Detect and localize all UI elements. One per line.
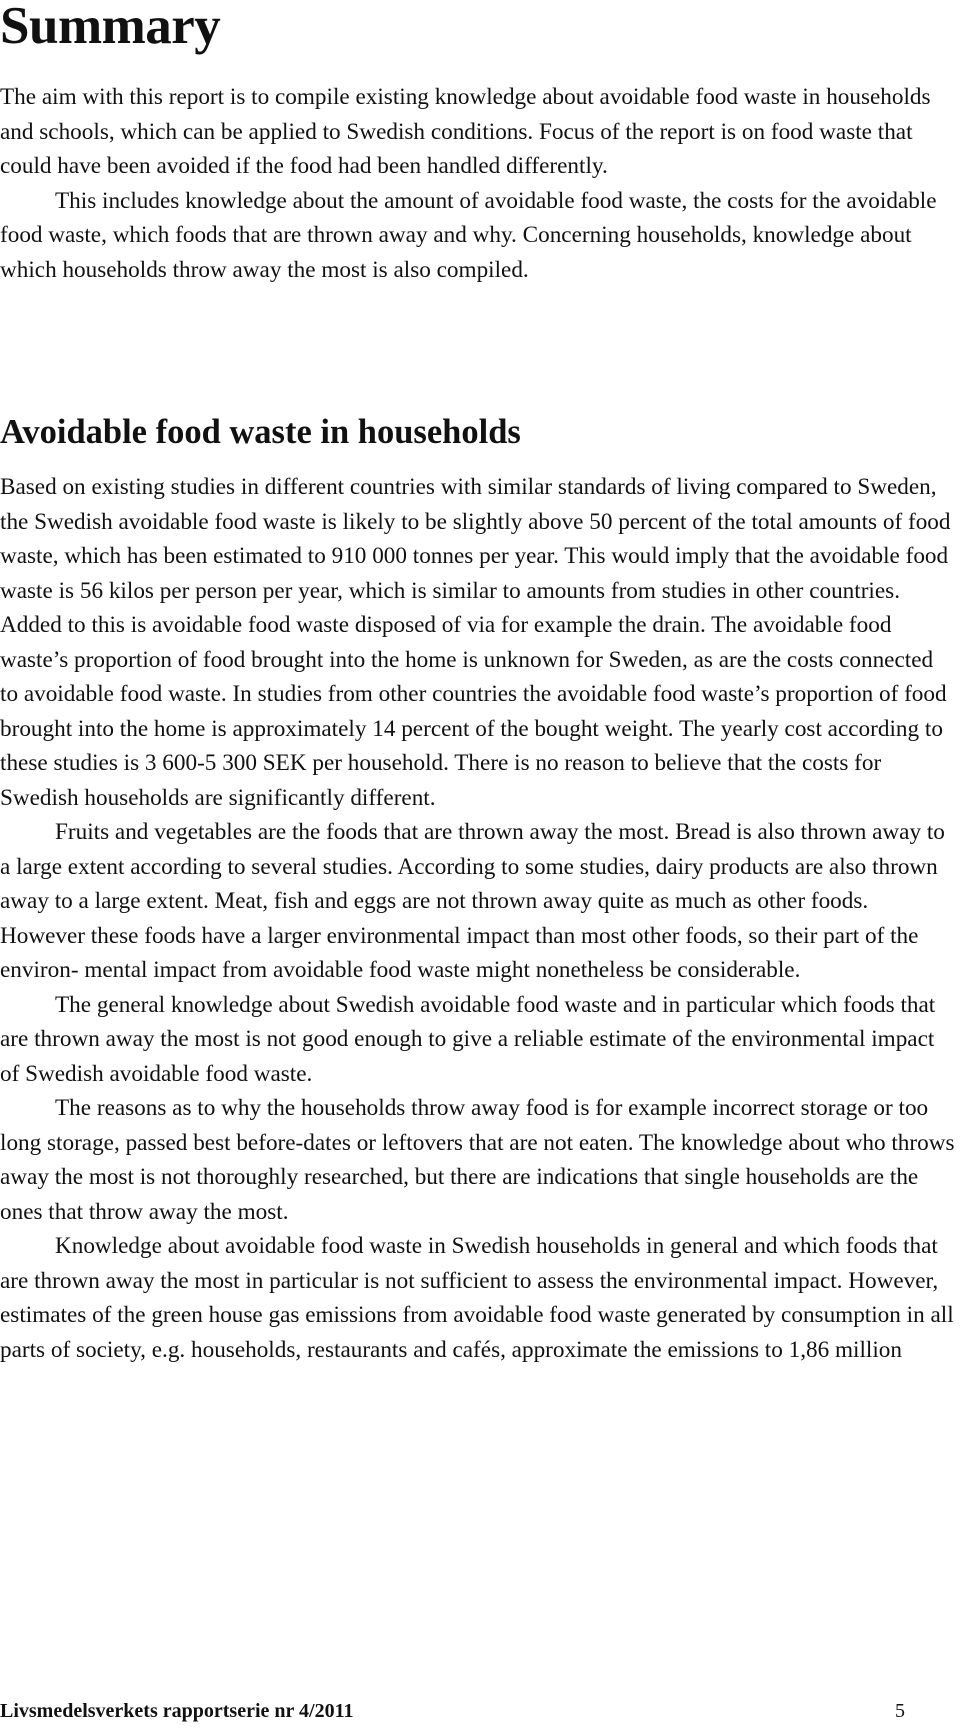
report-series-label: Livsmedelsverkets rapportserie nr 4/2011 bbox=[0, 1700, 354, 1722]
summary-paragraph-2: This includes knowledge about the amount of avoidable food waste, the costs for the avoidable food waste, which foods that are thrown away and why. Concerning households, knowledge about which households throw away the most is also compiled. bbox=[0, 187, 937, 283]
page-number: 5 bbox=[895, 1700, 905, 1722]
page-footer bbox=[0, 1697, 905, 1725]
section-paragraph-2: Fruits and vegetables are the foods that are thrown away the most. Bread is also thrown away to a large extent according to several studies. According to some studies, dairy products are also thrown away to a large extent. Meat, fish and eggs are not thrown away quite as much as other foods. However these foods have a larger environmental impact than most other foods, so their part of the environ- mental impact from avoidable food waste might nonetheless be considerable. bbox=[0, 819, 945, 983]
section-paragraph-3: The general knowledge about Swedish avoidable food waste and in particular which foods that are thrown away the most is not good enough to give a reliable estimate of the environmental impact of Swedish avoidable food waste. bbox=[0, 991, 936, 1087]
summary-heading: Summary bbox=[0, 0, 221, 55]
section-paragraph-4: The reasons as to why the households throw away food is for example incorrect storage or too long storage, passed best before-dates or leftovers that are not eaten. The knowledge about who throws away the most is not thoroughly researched, but there are indications that single households are the ones that throw away the most. bbox=[0, 1095, 955, 1225]
section-heading: Avoidable food waste in households bbox=[0, 413, 521, 451]
summary-body bbox=[0, 80, 952, 287]
section-body bbox=[0, 470, 955, 1367]
summary-paragraph-1: The aim with this report is to compile existing knowledge about avoidable food waste in households and schools, which can be applied to Swedish conditions. Focus of the report is on food waste that could have been avoided if the food had been handled differently. bbox=[0, 84, 931, 179]
section-paragraph-5: Knowledge about avoidable food waste in Swedish households in general and which foods that are thrown away the most in particular is not sufficient to assess the environmental impact. However, estimates of the green house gas emissions from avoidable food waste generated by consumption in all parts of society, e.g. households, restaurants and cafés, approximate the emissions to 1,86 million bbox=[0, 1233, 954, 1363]
section-paragraph-1: Based on existing studies in different countries with similar standards of living compared to Sweden, the Swedish avoidable food waste is likely to be slightly above 50 percent of the total amounts of food waste, which has been estimated to 910 000 tonnes per year. This would imply that the avoidable food waste is 56 kilos per person per year, which is similar to amounts from studies in other countries. Added to this is avoidable food waste disposed of via for example the drain. The avoidable food waste’s proportion of food brought into the home is unknown for Sweden, as are the costs connected to avoidable food waste. In studies from other countries the avoidable food waste’s proportion of food brought into the home is approximately 14 percent of the bought weight. The yearly cost according to these studies is 3 600-5 300 SEK per household. There is no reason to believe that the costs for Swedish households are significantly different. bbox=[0, 474, 951, 811]
